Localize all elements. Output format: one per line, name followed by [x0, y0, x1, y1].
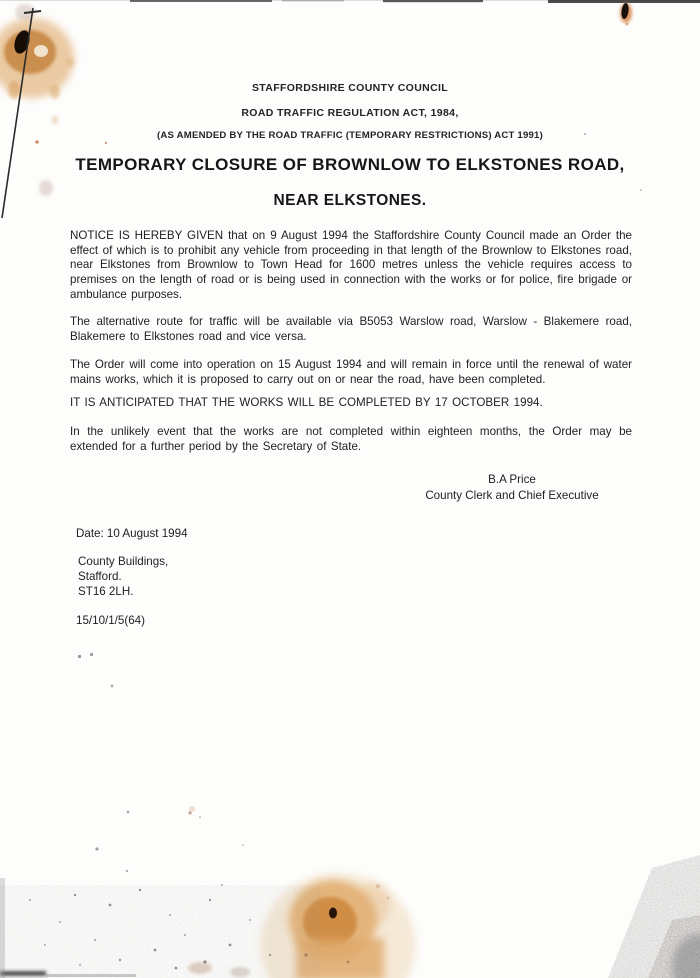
paragraph-notice: NOTICE IS HEREBY GIVEN that on 9 August 1994 the Staffordshire County Council made an Order the effect of which is to prohibit any vehicle from proceeding in that length of the Brownlow to Elkstones road, near Elkstones from Brownlow to Town Head for 1600 metres unless the vehicle requires access to premises on the length of road or is being used in connection with the works or for police, fire brigade or ambulance purposes.: [70, 229, 632, 301]
act-amendment: (AS AMENDED BY THE ROAD TRAFFIC (TEMPORARY RESTRICTIONS) ACT 1991): [157, 130, 543, 141]
signatory-name: B.A Price: [488, 473, 536, 486]
paragraph-alternative-route: The alternative route for traffic will be available via B5053 Warslow road, Warslow - Blakemere road, Blakemere to Elkstones road and vice versa.: [70, 315, 632, 343]
address-block: [78, 554, 168, 599]
signatory-title: County Clerk and Chief Executive: [425, 488, 599, 502]
address-line-1: County Buildings,: [78, 555, 169, 568]
speckles-bottom-left: [0, 878, 320, 978]
paragraph-operation: The Order will come into operation on 15 August 1994 and will remain in force until the renewal of water mains works, which it is proposed to carry out on or near the road, have been completed.: [70, 358, 632, 386]
act-title: ROAD TRAFFIC REGULATION ACT, 1984,: [241, 107, 459, 119]
address-line-3: ST16 2LH.: [78, 585, 134, 598]
scan-edge-top: [0, 0, 700, 3]
reference-number: 15/10/1/5(64): [76, 614, 145, 627]
signature-block: [406, 472, 618, 503]
paragraph-extension: In the unlikely event that the works are not completed within eighteen months, the Order may be extended for a further period by the Secretary of State.: [70, 425, 632, 453]
staple-mark-top-right: [620, 3, 632, 26]
stain-bottom-center: [260, 873, 416, 978]
notice-title-line1: TEMPORARY CLOSURE OF BROWNLOW TO ELKSTONES ROAD,: [75, 155, 625, 174]
address-line-2: Stafford.: [78, 570, 122, 583]
paragraph-completion: IT IS ANTICIPATED THAT THE WORKS WILL BE COMPLETED BY 17 OCTOBER 1994.: [70, 396, 543, 409]
notice-title-line2: NEAR ELKSTONES.: [273, 192, 427, 209]
date-line: Date: 10 August 1994: [76, 527, 188, 540]
texture-bottom-right: [608, 855, 700, 978]
council-name: STAFFORDSHIRE COUNTY COUNCIL: [251, 82, 449, 94]
